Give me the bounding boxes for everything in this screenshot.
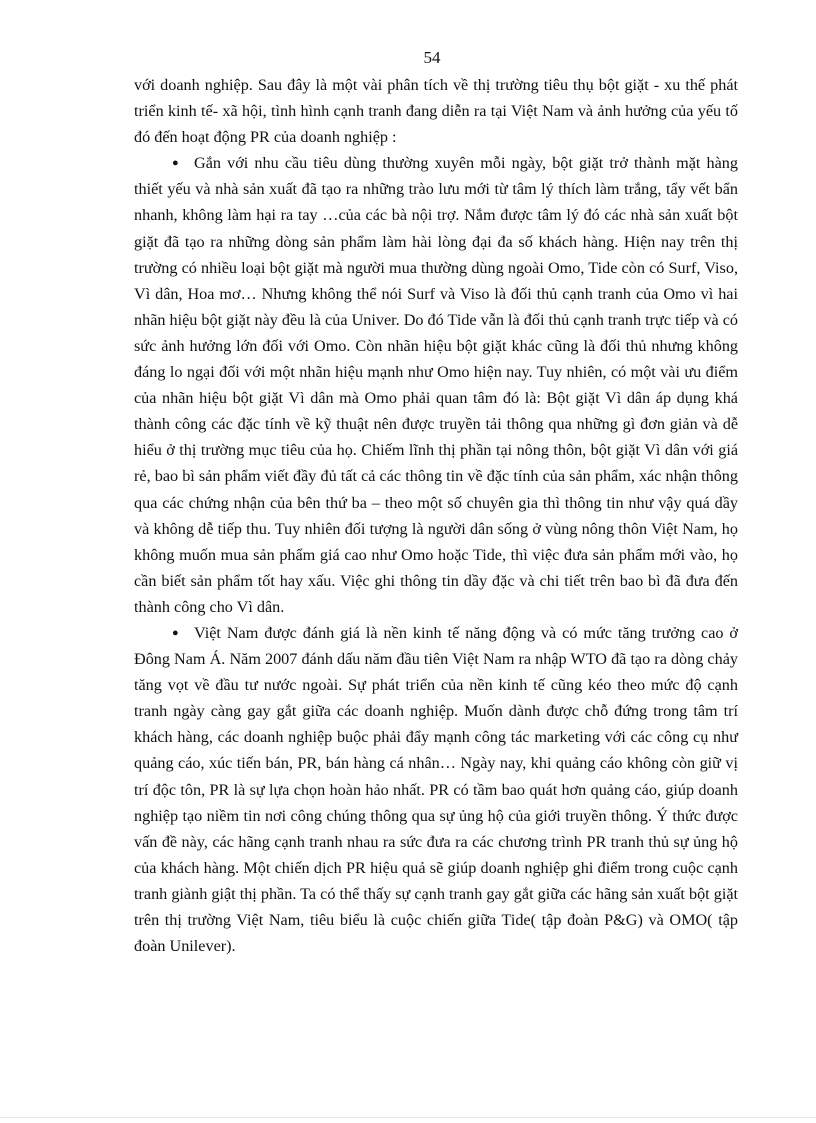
intro-paragraph: với doanh nghiệp. Sau đây là một vài phân tích về thị trường tiêu thụ bột giặt - xu thế phát triển kinh tế- xã hội, tình hình cạnh tranh đang diễn ra tại Việt Nam và ảnh hưởng của yếu tố đó đến hoạt động PR của doanh nghiệp :	[134, 76, 738, 147]
bullet-text: Gắn với nhu cầu tiêu dùng thường xuyên mỗi ngày, bột giặt trở thành mặt hàng thiết yếu và nhà sản xuất đã tạo ra những trào lưu mới từ tâm lý thích làm trắng, tẩy vết bẩn nhanh, không làm hại ra tay …của các bà nội trợ. Nắm được tâm lý đó các nhà sản xuất bột giặt đã tạo ra những dòng sản phẩm làm hài lòng đại đa số khách hàng. Hiện nay trên thị trường có nhiều loại bột giặt mà người mua thường dùng ngoài Omo, Tide còn có Surf, Viso, Vì dân, Hoa mơ… Nhưng không thể nói Surf và Viso là đối thủ cạnh tranh của Omo vì hai nhãn hiệu bột giặt này đều là của Univer. Do đó Tide vẫn là đối thủ cạnh tranh trực tiếp và có sức ảnh hưởng lớn đối với Omo. Còn nhãn hiệu bột giặt khác cũng là đối thủ nhưng không đáng lo ngại đối với một nhãn hiệu mạnh như Omo hiện nay. Tuy nhiên, có một vài ưu điểm của nhãn hiệu bột giặt Vì dân mà Omo phải quan tâm đó là: Bột giặt Vì dân áp dụng khá thành công các đặc tính về kỹ thuật nên được truyền tải thông qua những gì đơn giản và dễ hiểu ở thị trường mục tiêu của họ. Chiếm lĩnh thị phần tại nông thôn, bột giặt Vì dân với giá rẻ, bao bì sản phẩm viết đầy đủ tất cả các thông tin về đặc tính của sản phẩm, xác nhận thông qua các chứng nhận của bên thứ ba – theo một số chuyên gia thì thông tin như vậy quá dầy và không dễ tiếp thu. Tuy nhiên đối tượng là người dân sống ở vùng nông thôn Việt Nam, họ không muốn mua sản phẩm giá cao như Omo hoặc Tide, thì việc đưa sản phẩm mới vào, họ cần biết sản phẩm tốt hay xấu. Việc ghi thông tin dầy đặc và chi tiết trên bao bì đã đưa đến thành công cho Vì dân.	[134, 154, 738, 616]
bullet-paragraph-1	[134, 150, 738, 620]
page-bottom-edge	[0, 1117, 816, 1118]
body-text	[134, 72, 738, 959]
bullet-text: Việt Nam được đánh giá là nền kinh tế năng động và có mức tăng trưởng cao ở Đông Nam Á. Năm 2007 đánh dấu năm đầu tiên Việt Nam ra nhập WTO đã tạo ra dòng chảy tăng vọt về đầu tư nước ngoài. Sự phát triển của nền kinh tế cũng kéo theo mức độ cạnh tranh ngày càng gay gắt giữa các doanh nghiệp. Muốn dành được chỗ đứng trong tâm trí khách hàng, các doanh nghiệp buộc phải đẩy mạnh công tác marketing với các công cụ như quảng cáo, xúc tiến bán, PR, bán hàng cá nhân… Ngày nay, khi quảng cáo không còn giữ vị trí độc tôn, PR là sự lựa chọn hoàn hảo nhất. PR có tầm bao quát hơn quảng cáo, giúp doanh nghiệp tạo niềm tin nơi công chúng thông qua sự ủng hộ của giới truyền thông. Ý thức được vấn đề này, các hãng cạnh tranh nhau ra sức đưa ra các chương trình PR tranh thủ sự ủng hộ của khách hàng. Một chiến dịch PR hiệu quả sẽ giúp doanh nghiệp ghi điểm trong cuộc cạnh tranh giành giật thị phần. Ta có thể thấy sự cạnh tranh gay gắt giữa các hãng sản xuất bột giặt trên thị trường Việt Nam, tiêu biểu là cuộc chiến giữa Tide( tập đoàn P&G) và OMO( tập đoàn Unilever).	[134, 623, 738, 956]
bullet-paragraph-2	[134, 620, 738, 959]
bullet-icon: ●	[172, 157, 179, 170]
page-number: 54	[423, 48, 441, 67]
bullet-icon: ●	[172, 626, 179, 639]
